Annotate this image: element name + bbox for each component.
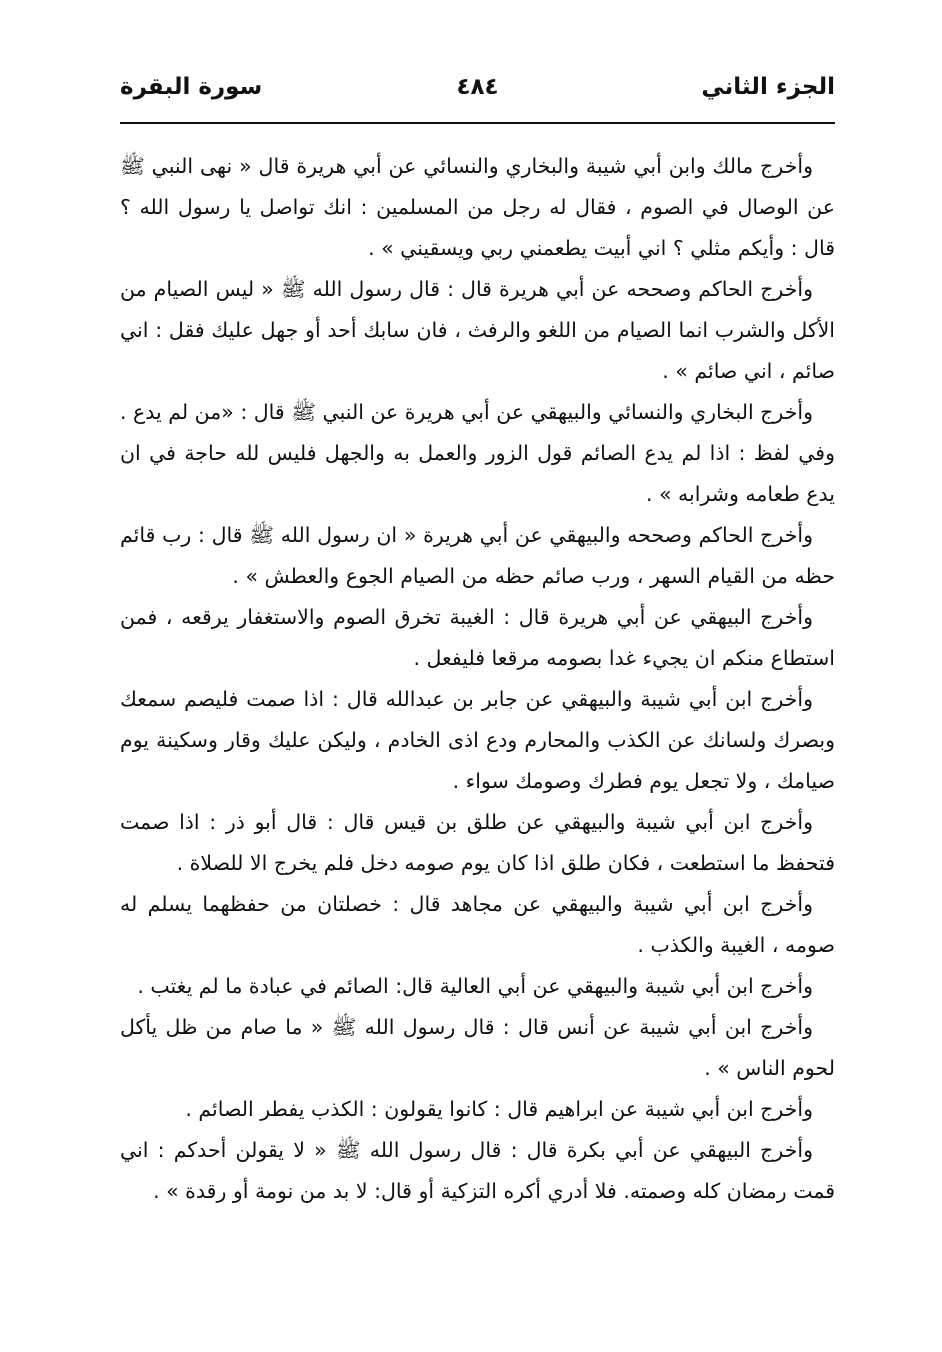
hadith-paragraph: وأخرج ابن أبي شيبة والبيهقي عن مجاهد قال : خصلتان من حفظهما يسلم له صومه ، الغيبة والكذب . xyxy=(120,892,835,957)
hadith-paragraph: وأخرج البيهقي عن أبي هريرة قال : الغيبة تخرق الصوم والاستغفار يرقعه ، فمن استطاع منكم ان يجيء غدا بصومه مرقعا فليفعل . xyxy=(120,605,835,670)
book-page xyxy=(120,68,835,1212)
hadith-paragraph: وأخرج ابن أبي شيبة والبيهقي عن طلق بن قيس قال : قال أبو ذر : اذا صمت فتحفظ ما استطعت ، فكان طلق اذا كان يوم صومه دخل فلم يخرج الا للصلاة . xyxy=(120,810,835,875)
volume-title: الجزء الثاني xyxy=(701,74,835,100)
hadith-paragraph: وأخرج مالك وابن أبي شيبة والبخاري والنسائي عن أبي هريرة قال « نهى النبي ﷺ عن الوصال في الصوم ، فقال له رجل من المسلمين : انك تواصل يا رسول الله ؟ قال : وأيكم مثلي ؟ اني أبيت يطعمني ربي ويسقيني » . xyxy=(120,154,835,260)
hadith-paragraph: وأخرج البيهقي عن أبي بكرة قال : قال رسول الله ﷺ « لا يقولن أحدكم : اني قمت رمضان كله وصمته. فلا أدري أكره التزكية أو قال: لا بد من نومة أو رقدة » . xyxy=(120,1138,835,1203)
page-number: ٤٨٤ xyxy=(456,74,499,100)
hadith-paragraph: وأخرج البخاري والنسائي والبيهقي عن أبي هريرة عن النبي ﷺ قال : «من لم يدع . وفي لفظ : اذا لم يدع الصائم قول الزور والعمل به والجهل فليس لله حاجة في ان يدع طعامه وشرابه » . xyxy=(120,400,835,506)
surah-title: سورة البقرة xyxy=(120,74,263,100)
hadith-paragraph: وأخرج الحاكم وصححه والبيهقي عن أبي هريرة « ان رسول الله ﷺ قال : رب قائم حظه من القيام السهر ، ورب صائم حظه من الصيام الجوع والعطش » . xyxy=(120,523,835,588)
header-divider xyxy=(120,122,835,124)
running-header xyxy=(120,68,835,112)
body-text xyxy=(120,146,835,1212)
hadith-paragraph: وأخرج ابن أبي شيبة والبيهقي عن أبي العالية قال: الصائم في عبادة ما لم يغتب . xyxy=(137,974,813,998)
hadith-paragraph: وأخرج ابن أبي شيبة والبيهقي عن جابر بن عبدالله قال : اذا صمت فليصم سمعك وبصرك ولسانك عن الكذب والمحارم ودع اذى الخادم ، وليكن عليك وقار وسكينة يوم صيامك ، ولا تجعل يوم فطرك وصومك سواء . xyxy=(120,687,835,793)
hadith-paragraph: وأخرج الحاكم وصححه عن أبي هريرة قال : قال رسول الله ﷺ « ليس الصيام من الأكل والشرب انما الصيام من اللغو والرفث ، فان سابك أحد أو جهل عليك فقل : اني صائم ، اني صائم » . xyxy=(120,277,835,383)
hadith-paragraph: وأخرج ابن أبي شيبة عن أنس قال : قال رسول الله ﷺ « ما صام من ظل يأكل لحوم الناس » . xyxy=(120,1015,835,1080)
hadith-paragraph: وأخرج ابن أبي شيبة عن ابراهيم قال : كانوا يقولون : الكذب يفطر الصائم . xyxy=(185,1097,813,1121)
